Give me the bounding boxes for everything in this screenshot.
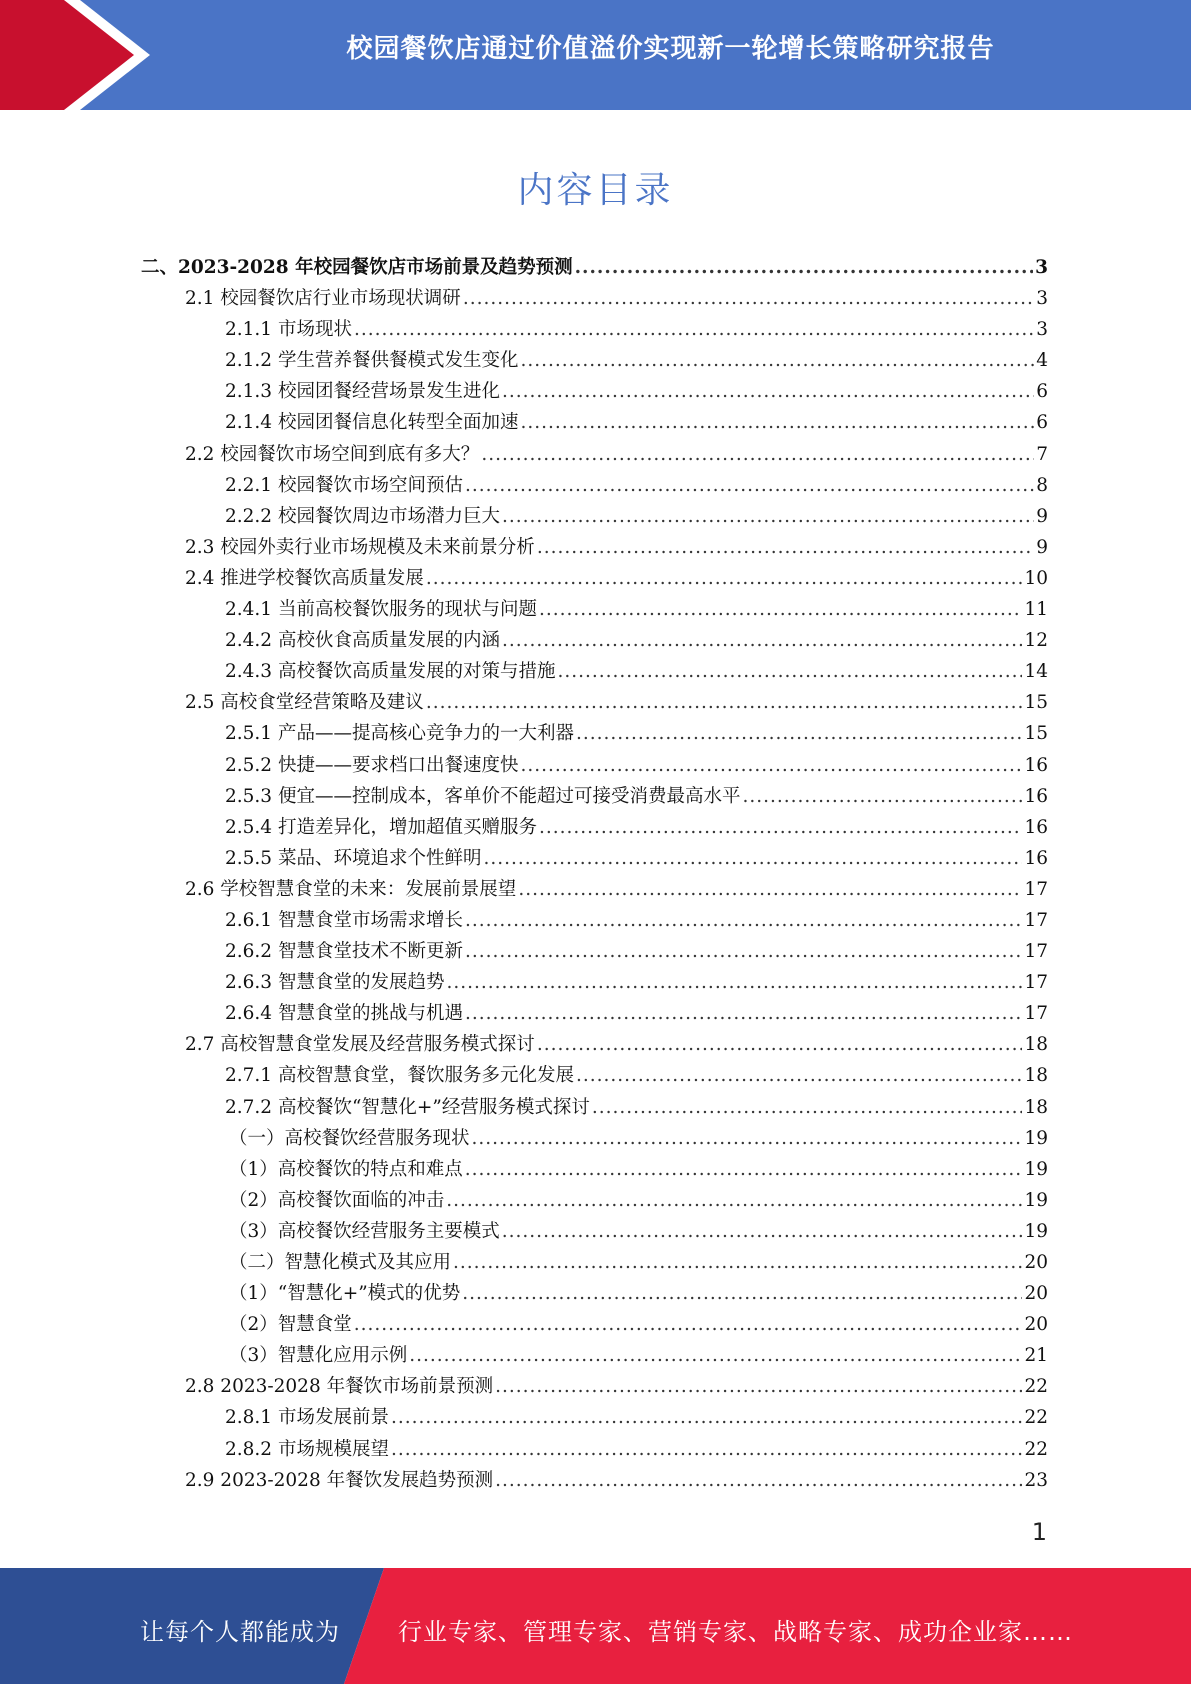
- toc-entry[interactable]: [141, 252, 1048, 283]
- toc-page-number: 9: [1036, 505, 1048, 527]
- toc-entry[interactable]: [141, 625, 1048, 656]
- toc-entry-text: 2.6.3 智慧食堂的发展趋势: [225, 972, 445, 994]
- toc-entry[interactable]: [141, 470, 1048, 501]
- toc-dot-leader: [502, 625, 1022, 656]
- toc-page-number: 22: [1024, 1376, 1048, 1398]
- toc-entry[interactable]: [141, 687, 1048, 718]
- toc-page-number: 18: [1024, 1096, 1048, 1118]
- toc-dot-leader: [592, 1092, 1023, 1123]
- page-number: 1: [1031, 1518, 1047, 1546]
- toc-dot-leader: [446, 967, 1022, 998]
- toc-dot-leader: [539, 594, 1022, 625]
- toc-dot-leader: [483, 843, 1022, 874]
- toc-dot-leader: [502, 376, 1034, 407]
- report-title: 校园餐饮店通过价值溢价实现新一轮增长策略研究报告: [346, 34, 995, 64]
- toc-dot-leader: [465, 905, 1022, 936]
- toc-entry[interactable]: [141, 1029, 1048, 1060]
- toc-page-number: 19: [1024, 1127, 1048, 1149]
- toc-page-number: 3: [1035, 257, 1048, 278]
- toc-entry[interactable]: [141, 967, 1048, 998]
- toc-entry[interactable]: [141, 812, 1048, 843]
- toc-page-number: 19: [1024, 1189, 1048, 1211]
- toc-entry-text: 2.5.2 快捷——要求档口出餐速度快: [225, 754, 519, 776]
- toc-entry-text: 2.6.4 智慧食堂的挑战与机遇: [225, 1003, 463, 1025]
- toc-entry-text: 2.2 校园餐饮市场空间到底有多大？: [185, 443, 480, 465]
- toc-entry-text: 2.3 校园外卖行业市场规模及未来前景分析: [185, 536, 535, 558]
- toc-page-number: 18: [1024, 1065, 1048, 1087]
- toc-entry[interactable]: [141, 874, 1048, 905]
- toc-page-number: 23: [1024, 1469, 1048, 1491]
- toc-entry[interactable]: [141, 1309, 1048, 1340]
- toc-entry[interactable]: [141, 345, 1048, 376]
- toc-dot-leader: [354, 1309, 1023, 1340]
- toc-page-number: 20: [1024, 1314, 1048, 1336]
- toc-entry-text: 二、2023-2028 年校园餐饮店市场前景及趋势预测: [141, 257, 573, 278]
- toc-dot-leader: [391, 1402, 1022, 1433]
- toc-dot-leader: [465, 470, 1034, 501]
- toc-entry[interactable]: [141, 998, 1048, 1029]
- toc-page-number: 10: [1024, 567, 1048, 589]
- toc-dot-leader: [502, 1216, 1023, 1247]
- footer-expert-list: 行业专家、管理专家、营销专家、战略专家、成功企业家……: [398, 1618, 1073, 1646]
- toc-entry-text: 2.4.1 当前高校餐饮服务的现状与问题: [225, 599, 537, 621]
- toc-entry-text: （3）高校餐饮经营服务主要模式: [229, 1220, 500, 1242]
- toc-page-number: 17: [1024, 941, 1048, 963]
- toc-dot-leader: [520, 345, 1034, 376]
- toc-entry[interactable]: [141, 376, 1048, 407]
- toc-entry-text: （2）高校餐饮面临的冲击: [229, 1189, 445, 1211]
- toc-entry-text: 2.1.1 市场现状: [225, 319, 352, 341]
- toc-entry-text: 2.1.2 学生营养餐供餐模式发生变化: [225, 350, 519, 372]
- toc-entry[interactable]: [141, 439, 1048, 470]
- toc-dot-leader: [465, 998, 1022, 1029]
- toc-heading: 内容目录: [517, 170, 674, 211]
- toc-entry[interactable]: [141, 283, 1048, 314]
- toc-entry[interactable]: [141, 750, 1048, 781]
- toc-entry-text: （1）高校餐饮的特点和难点: [229, 1158, 463, 1180]
- toc-dot-leader: [391, 1434, 1022, 1465]
- toc-entry-text: 2.7.2 高校餐饮“智慧化+”经营服务模式探讨: [225, 1096, 590, 1118]
- toc-page-number: 6: [1036, 412, 1048, 434]
- toc-entry[interactable]: [141, 936, 1048, 967]
- toc-entry-text: 2.7.1 高校智慧食堂，餐饮服务多元化发展: [225, 1065, 574, 1087]
- toc-dot-leader: [462, 1278, 1022, 1309]
- toc-entry-text: 2.5.3 便宜——控制成本，客单价不能超过可接受消费最高水平: [225, 785, 741, 807]
- toc-entry[interactable]: [141, 314, 1048, 345]
- toc-dot-leader: [481, 439, 1034, 470]
- toc-entry[interactable]: [141, 1185, 1048, 1216]
- toc-dot-leader: [495, 1465, 1022, 1496]
- toc-entry[interactable]: [141, 1247, 1048, 1278]
- toc-dot-leader: [520, 407, 1034, 438]
- toc-dot-leader: [520, 750, 1022, 781]
- toc-page-number: 22: [1024, 1407, 1048, 1429]
- toc-entry[interactable]: [141, 594, 1048, 625]
- toc-entry-text: 2.1.3 校园团餐经营场景发生进化: [225, 381, 500, 403]
- toc-dot-leader: [518, 874, 1022, 905]
- toc-page-number: 19: [1024, 1220, 1048, 1242]
- toc-page-number: 17: [1024, 1003, 1048, 1025]
- toc-page-number: 11: [1024, 599, 1048, 621]
- toc-page-number: 16: [1024, 816, 1048, 838]
- toc-dot-leader: [557, 656, 1022, 687]
- toc-entry-text: 2.2.2 校园餐饮周边市场潜力巨大: [225, 505, 500, 527]
- toc-entry-text: （3）智慧化应用示例: [229, 1345, 408, 1367]
- toc-entry[interactable]: [141, 407, 1048, 438]
- toc-page-number: 17: [1024, 878, 1048, 900]
- toc-dot-leader: [576, 718, 1022, 749]
- toc-page-number: 16: [1024, 847, 1048, 869]
- toc-dot-leader: [576, 1060, 1022, 1091]
- toc-dot-leader: [575, 252, 1034, 283]
- toc-dot-leader: [446, 1185, 1022, 1216]
- toc-page-number: 6: [1036, 381, 1048, 403]
- toc-entry-text: 2.2.1 校园餐饮市场空间预估: [225, 474, 463, 496]
- toc-entry-text: 2.8.1 市场发展前景: [225, 1407, 389, 1429]
- toc-dot-leader: [354, 314, 1034, 345]
- toc-entry-text: （2）智慧食堂: [229, 1314, 352, 1336]
- footer-slogan: 让每个人都能成为: [140, 1618, 340, 1646]
- toc-entry-text: 2.4.2 高校伙食高质量发展的内涵: [225, 630, 500, 652]
- toc-page-number: 9: [1036, 536, 1048, 558]
- toc-entry[interactable]: [141, 532, 1048, 563]
- toc-page-number: 14: [1024, 661, 1048, 683]
- toc-entry-text: 2.1.4 校园团餐信息化转型全面加速: [225, 412, 519, 434]
- toc-dot-leader: [465, 936, 1022, 967]
- toc-entry[interactable]: [141, 1154, 1048, 1185]
- toc-page-number: 22: [1024, 1438, 1048, 1460]
- toc-dot-leader: [472, 1123, 1023, 1154]
- toc-entry[interactable]: [141, 1278, 1048, 1309]
- table-of-contents: [141, 252, 1048, 1496]
- toc-dot-leader: [537, 532, 1034, 563]
- red-chevron-icon: [0, 0, 160, 110]
- toc-entry-text: 2.5.5 菜品、环境追求个性鲜明: [225, 847, 482, 869]
- toc-entry[interactable]: [141, 1060, 1048, 1091]
- toc-page-number: 20: [1024, 1283, 1048, 1305]
- toc-page-number: 15: [1024, 723, 1048, 745]
- toc-page-number: 3: [1036, 288, 1048, 310]
- toc-page-number: 17: [1024, 909, 1048, 931]
- toc-entry-text: 2.8 2023-2028 年餐饮市场前景预测: [185, 1376, 494, 1398]
- toc-dot-leader: [537, 1029, 1023, 1060]
- toc-dot-leader: [426, 687, 1023, 718]
- toc-dot-leader: [426, 563, 1023, 594]
- toc-entry-text: 2.5.4 打造差异化，增加超值买赠服务: [225, 816, 537, 838]
- toc-dot-leader: [465, 1154, 1023, 1185]
- toc-entry-text: 2.6 学校智慧食堂的未来：发展前景展望: [185, 878, 517, 900]
- toc-page-number: 20: [1024, 1252, 1048, 1273]
- toc-entry[interactable]: [141, 1216, 1048, 1247]
- toc-dot-leader: [742, 781, 1022, 812]
- toc-entry[interactable]: [141, 905, 1048, 936]
- toc-entry[interactable]: [141, 1123, 1048, 1154]
- toc-page-number: 7: [1036, 443, 1048, 465]
- toc-page-number: 16: [1024, 785, 1048, 807]
- toc-entry-text: （一）高校餐饮经营服务现状: [229, 1127, 470, 1149]
- toc-entry[interactable]: [141, 843, 1048, 874]
- toc-entry[interactable]: [141, 1402, 1048, 1433]
- toc-entry-text: （1）“智慧化+”模式的优势: [229, 1283, 461, 1305]
- toc-dot-leader: [539, 812, 1022, 843]
- toc-entry[interactable]: [141, 718, 1048, 749]
- toc-entry[interactable]: [141, 656, 1048, 687]
- toc-page-number: 17: [1024, 972, 1048, 994]
- toc-page-number: 21: [1024, 1345, 1048, 1367]
- toc-entry-text: 2.5 高校食堂经营策略及建议: [185, 692, 424, 714]
- toc-page-number: 18: [1024, 1034, 1048, 1056]
- report-header: [0, 0, 1191, 110]
- toc-entry-text: 2.1 校园餐饮店行业市场现状调研: [185, 288, 461, 310]
- toc-page-number: 16: [1024, 754, 1048, 776]
- toc-page-number: 8: [1036, 474, 1048, 496]
- toc-entry-text: 2.8.2 市场规模展望: [225, 1438, 389, 1460]
- toc-entry[interactable]: [141, 1092, 1048, 1123]
- toc-entry-text: 2.4 推进学校餐饮高质量发展: [185, 567, 424, 589]
- toc-entry-text: 2.5.1 产品——提高核心竞争力的一大利器: [225, 723, 574, 745]
- toc-entry[interactable]: [141, 1434, 1048, 1465]
- toc-entry[interactable]: [141, 781, 1048, 812]
- toc-dot-leader: [463, 283, 1034, 314]
- toc-dot-leader: [495, 1371, 1022, 1402]
- report-footer: [0, 1568, 1191, 1684]
- toc-entry[interactable]: [141, 501, 1048, 532]
- toc-page-number: 3: [1036, 319, 1048, 341]
- toc-entry[interactable]: [141, 1465, 1048, 1496]
- toc-page-number: 15: [1024, 692, 1048, 714]
- toc-dot-leader: [409, 1340, 1022, 1371]
- toc-dot-leader: [502, 501, 1034, 532]
- toc-entry[interactable]: [141, 563, 1048, 594]
- toc-entry-text: 2.7 高校智慧食堂发展及经营服务模式探讨: [185, 1034, 535, 1056]
- toc-entry-text: 2.6.2 智慧食堂技术不断更新: [225, 941, 463, 963]
- toc-dot-leader: [453, 1247, 1022, 1278]
- toc-entry-text: 2.6.1 智慧食堂市场需求增长: [225, 909, 463, 931]
- toc-page-number: 12: [1024, 630, 1048, 652]
- toc-entry-text: 2.9 2023-2028 年餐饮发展趋势预测: [185, 1469, 494, 1491]
- toc-entry[interactable]: [141, 1340, 1048, 1371]
- toc-entry[interactable]: [141, 1371, 1048, 1402]
- toc-page-number: 19: [1024, 1158, 1048, 1180]
- toc-entry-text: 2.4.3 高校餐饮高质量发展的对策与措施: [225, 661, 556, 683]
- toc-entry-text: （二）智慧化模式及其应用: [229, 1252, 452, 1273]
- toc-page-number: 4: [1036, 350, 1048, 372]
